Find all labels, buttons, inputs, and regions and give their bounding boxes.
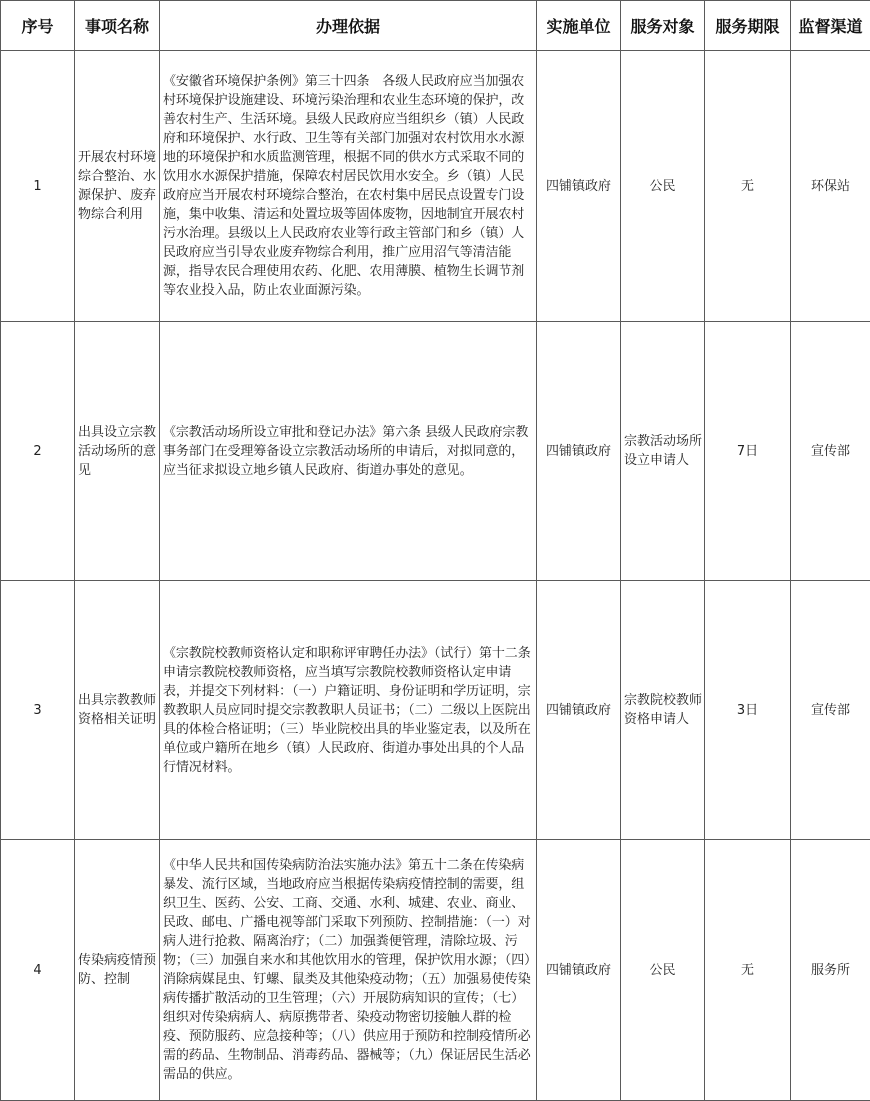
- cell-target: 公民: [621, 840, 705, 1101]
- cell-channel: 环保站: [791, 51, 870, 322]
- header-unit: 实施单位: [537, 1, 621, 51]
- cell-seq: 2: [1, 322, 75, 581]
- cell-basis: 《宗教院校教师资格认定和职称评审聘任办法》（试行）第十二条 申请宗教院校教师资格，应当填写宗教院校教师资格认定申请表，并提交下列材料：（一）户籍证明、身份证明和学历证明，宗教教职人员应同时提交宗教教职人员证书；（二）二级以上医院出具的体检合格证明；（三）毕业院校出具的毕业鉴定表，以及所在单位或户籍所在地乡（镇）人民政府、街道办事处出具的个人品行情况材料。: [160, 581, 537, 840]
- cell-item-name: 开展农村环境综合整治、水源保护、废弃物综合利用: [75, 51, 160, 322]
- table-row: [1, 581, 870, 840]
- cell-channel: 宣传部: [791, 322, 870, 581]
- cell-period: 3日: [705, 581, 791, 840]
- cell-target: 宗教活动场所设立申请人: [621, 322, 705, 581]
- cell-unit: 四铺镇政府: [537, 51, 621, 322]
- header-seq: 序号: [1, 1, 75, 51]
- header-target: 服务对象: [621, 1, 705, 51]
- cell-item-name: 传染病疫情预防、控制: [75, 840, 160, 1101]
- cell-basis: 《中华人民共和国传染病防治法实施办法》第五十二条在传染病暴发、流行区域，当地政府应当根据传染病疫情控制的需要，组织卫生、医药、公安、工商、交通、水利、城建、农业、商业、民政、邮电、广播电视等部门采取下列预防、控制措施：（一）对病人进行抢救、隔离治疗；（二）加强粪便管理，清除垃圾、污物；（三）加强自来水和其他饮用水的管理，保护饮用水源；（四）消除病媒昆虫、钉螺、鼠类及其他染疫动物；（五）加强易使传染病传播扩散活动的卫生管理；（六）开展防病知识的宣传；（七）组织对传染病病人、病原携带者、染疫动物密切接触人群的检疫、预防服药、应急接种等；（八）供应用于预防和控制疫情所必需的药品、生物制品、消毒药品、器械等；（九）保证居民生活必需品的供应。: [160, 840, 537, 1101]
- header-item-name: 事项名称: [75, 1, 160, 51]
- cell-period: 无: [705, 51, 791, 322]
- cell-period: 7日: [705, 322, 791, 581]
- cell-item-name: 出具宗教教师资格相关证明: [75, 581, 160, 840]
- cell-seq: 3: [1, 581, 75, 840]
- table-row: [1, 840, 870, 1101]
- header-basis: 办理依据: [160, 1, 537, 51]
- header-channel: 监督渠道: [791, 1, 870, 51]
- cell-unit: 四铺镇政府: [537, 840, 621, 1101]
- cell-channel: 服务所: [791, 840, 870, 1101]
- cell-target: 公民: [621, 51, 705, 322]
- table-row: [1, 322, 870, 581]
- table-row: [1, 51, 870, 322]
- cell-target: 宗教院校教师资格申请人: [621, 581, 705, 840]
- cell-channel: 宣传部: [791, 581, 870, 840]
- cell-basis: 《宗教活动场所设立审批和登记办法》第六条 县级人民政府宗教事务部门在受理筹备设立宗教活动场所的申请后，对拟同意的，应当征求拟设立地乡镇人民政府、街道办事处的意见。: [160, 322, 537, 581]
- header-row: [1, 1, 870, 51]
- cell-item-name: 出具设立宗教活动场所的意见: [75, 322, 160, 581]
- cell-unit: 四铺镇政府: [537, 581, 621, 840]
- cell-basis: 《安徽省环境保护条例》第三十四条 各级人民政府应当加强农村环境保护设施建设、环境污染治理和农业生态环境的保护，改善农村生产、生活环境。县级人民政府应当组织乡（镇）人民政府和环境保护、水行政、卫生等有关部门加强对农村饮用水水源地的环境保护和水质监测管理，根据不同的供水方式采取不同的饮用水水源保护措施，保障农村居民饮用水安全。乡（镇）人民政府应当开展农村环境综合整治，在农村集中居民点设置专门设施，集中收集、清运和处置垃圾等固体废物，因地制宜开展农村污水治理。县级以上人民政府农业等行政主管部门和乡（镇）人民政府应当引导农业废弃物综合利用，推广应用沼气等清洁能源，指导农民合理使用农药、化肥、农用薄膜、植物生长调节剂等农业投入品，防止农业面源污染。: [160, 51, 537, 322]
- cell-unit: 四铺镇政府: [537, 322, 621, 581]
- cell-period: 无: [705, 840, 791, 1101]
- cell-seq: 4: [1, 840, 75, 1101]
- header-period: 服务期限: [705, 1, 791, 51]
- cell-seq: 1: [1, 51, 75, 322]
